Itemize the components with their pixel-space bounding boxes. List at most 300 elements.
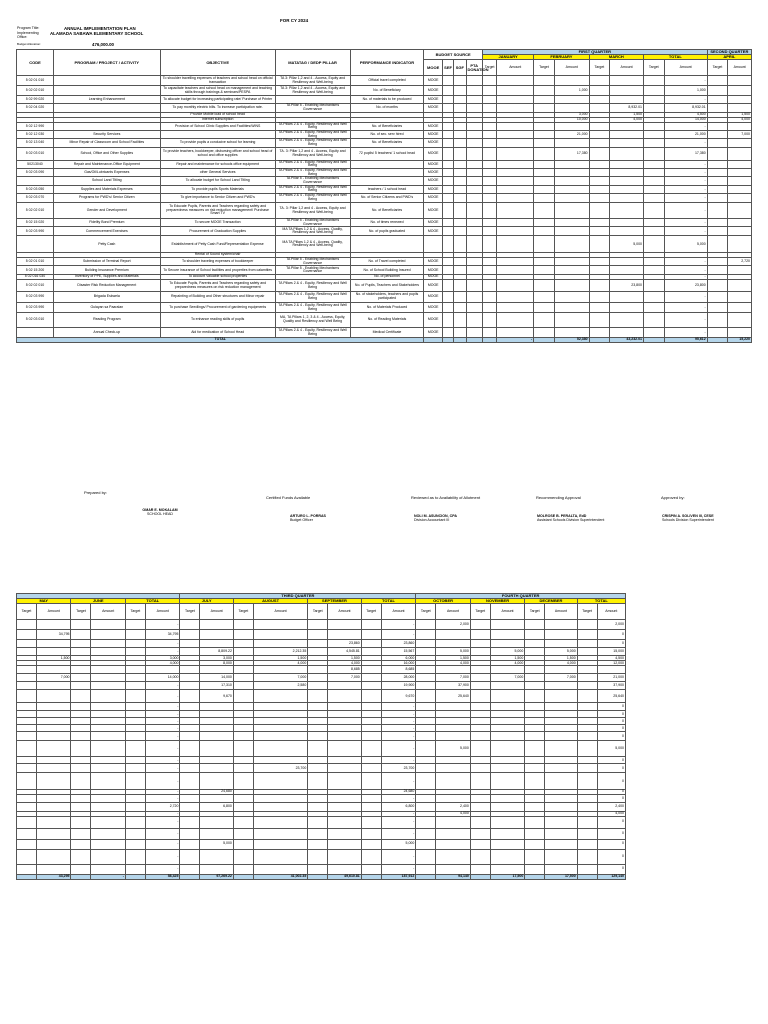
q2-target <box>125 648 145 656</box>
mar-target <box>589 203 610 219</box>
row-indicator: No. of sec. serv hired <box>350 131 424 139</box>
jul-target <box>180 690 200 703</box>
may-target <box>17 764 37 773</box>
jun-target <box>71 648 91 656</box>
may-amount <box>36 620 71 630</box>
q2-target <box>125 674 145 682</box>
row-indicator: Official travel completed <box>350 76 424 86</box>
table-row <box>17 86 752 96</box>
dec-amount <box>545 620 577 630</box>
table-row <box>17 96 752 104</box>
may-target <box>17 839 37 849</box>
jan-amount <box>497 96 534 104</box>
jul-amount <box>200 849 234 864</box>
nov-amount <box>490 795 525 803</box>
total-may: 43,295 <box>36 874 71 879</box>
th-amount: Amount <box>381 604 416 620</box>
oct-target <box>416 640 436 648</box>
apr-target <box>707 160 728 168</box>
row-pillar: TA Pillar 5 - Enabling Mechanisms Governance <box>275 219 350 227</box>
row-sef <box>442 122 453 130</box>
feb-amount <box>554 219 589 227</box>
row-program: Minor Repair of Classroom and School Facilities <box>53 139 160 147</box>
q2-amount: - <box>145 795 180 803</box>
prepared-by-label: Prepared by: <box>84 490 107 495</box>
feb-amount <box>554 160 589 168</box>
row-sgf <box>454 203 466 219</box>
q1-target <box>644 104 665 112</box>
apr-target <box>707 236 728 253</box>
jul-target <box>180 839 200 849</box>
table-row <box>17 640 626 648</box>
jul-target <box>180 620 200 630</box>
month-header: OCTOBER <box>416 599 470 604</box>
q2-target <box>125 741 145 757</box>
apr-target <box>707 96 728 104</box>
sep-target <box>308 741 328 757</box>
dec-target <box>525 630 545 640</box>
mar-amount <box>610 76 644 86</box>
q3-amount: 9,670 <box>381 690 416 703</box>
dec-amount <box>545 757 577 764</box>
dec-amount <box>545 828 577 839</box>
col-code: CODE <box>17 50 54 76</box>
th-target: Target <box>470 604 490 620</box>
q3-target <box>361 732 381 741</box>
oct-target <box>416 674 436 682</box>
mar-amount <box>610 266 644 275</box>
th-amount: Amount <box>554 60 589 76</box>
certified-label: Certified Funds Available <box>266 495 311 500</box>
table-row <box>17 177 752 185</box>
q3-amount: - <box>381 864 416 874</box>
sep-amount: 1,500 <box>328 656 362 661</box>
th-amount: Amount <box>91 604 126 620</box>
aug-amount <box>253 741 307 757</box>
jul-amount <box>200 640 234 648</box>
aug-target <box>233 690 253 703</box>
row-pta <box>466 203 482 219</box>
oct-target <box>416 839 436 849</box>
q2-amount: - <box>145 816 180 828</box>
sep-target <box>308 718 328 725</box>
month-header: JUNE <box>71 599 125 604</box>
jul-amount: 17,310 <box>200 682 234 690</box>
oct-target <box>416 648 436 656</box>
row-pillar: TA Pillars 2 & 4 - Equity, Resiliency and Well Being <box>275 169 350 177</box>
q2-target <box>125 725 145 732</box>
apr-amount <box>728 303 752 313</box>
implementing-office-label: Implementing Office: <box>17 31 39 39</box>
second-quarter-header: SECOND QUARTER <box>707 50 751 55</box>
row-sef <box>442 177 453 185</box>
q3-amount: - <box>381 732 416 741</box>
sep-amount: 4,000 <box>328 661 362 666</box>
nov-amount: 7,000 <box>490 674 525 682</box>
jun-target <box>71 849 91 864</box>
implementing-office: ALAMADA SABAWA ELEMENTARY SCHOOL <box>50 31 144 36</box>
row-sgf <box>454 292 466 303</box>
sep-amount <box>328 718 362 725</box>
dec-target <box>525 741 545 757</box>
aug-target <box>233 795 253 803</box>
row-program: Gender and Development <box>53 203 160 219</box>
q3-target <box>361 711 381 718</box>
table-row <box>17 131 752 139</box>
sep-amount <box>328 725 362 732</box>
row-program <box>53 76 160 86</box>
dec-amount <box>545 795 577 803</box>
oct-amount: 7,000 <box>436 674 471 682</box>
oct-amount <box>436 732 471 741</box>
q1-amount: - <box>664 219 707 227</box>
q2-target <box>125 764 145 773</box>
th-target: Target <box>482 60 496 76</box>
oct-amount: 4,000 <box>436 812 471 817</box>
q3-amount: 28,000 <box>381 674 416 682</box>
apr-target <box>707 86 728 96</box>
row-indicator: No. of Senior Citizens and PWD's <box>350 194 424 203</box>
mar-target <box>589 104 610 112</box>
jan-amount <box>497 292 534 303</box>
jul-target <box>180 803 200 812</box>
q3-target <box>361 703 381 711</box>
apr-amount <box>728 76 752 86</box>
signatory <box>537 515 604 523</box>
signatory-title: Division Accountant III <box>414 517 450 522</box>
row-pta <box>466 313 482 328</box>
q1-amount: - <box>664 160 707 168</box>
dec-target <box>525 620 545 630</box>
sep-amount <box>328 864 362 874</box>
row-pta <box>466 169 482 177</box>
sep-target <box>308 773 328 790</box>
row-sgf <box>454 303 466 313</box>
jul-amount <box>200 711 234 718</box>
oct-amount: 37,900 <box>436 682 471 690</box>
q2-amount <box>145 666 180 674</box>
q1-target <box>644 122 665 130</box>
nov-target <box>470 718 490 725</box>
row-pillar: TA Pillar 5 - Enabling Mechanisms Governance <box>275 258 350 266</box>
may-target <box>17 682 37 690</box>
total-blank <box>470 874 490 879</box>
feb-target <box>534 185 555 193</box>
q4-target <box>577 640 597 648</box>
row-objective: Repair and maintenance for schools office equipment <box>160 160 275 168</box>
aug-target <box>233 703 253 711</box>
q3-amount: - <box>381 725 416 732</box>
nov-target <box>470 666 490 674</box>
apr-amount <box>728 292 752 303</box>
table-row <box>17 203 752 219</box>
signatory-title: Budget Officer <box>290 517 313 522</box>
oct-amount: 5,000 <box>436 741 471 757</box>
mar-target <box>589 177 610 185</box>
jan-amount <box>497 86 534 96</box>
row-pillar: TA Pillar 5 - Enabling Mechanisms Governance <box>275 177 350 185</box>
table-row <box>17 839 626 849</box>
feb-target <box>534 292 555 303</box>
may-target <box>17 630 37 640</box>
row-sef <box>442 227 453 236</box>
q3-target <box>361 849 381 864</box>
total-blank <box>482 338 496 343</box>
mar-target <box>589 227 610 236</box>
apr-amount <box>728 266 752 275</box>
row-code: 5 02 15 200 <box>17 266 54 275</box>
row-sgf <box>454 131 466 139</box>
may-amount <box>36 795 71 803</box>
feb-target <box>534 177 555 185</box>
jun-target <box>71 620 91 630</box>
mar-target <box>589 292 610 303</box>
mar-target <box>589 185 610 193</box>
jun-amount <box>91 674 126 682</box>
row-sef <box>442 313 453 328</box>
q3-target <box>361 764 381 773</box>
total-blank <box>534 338 555 343</box>
apr-target <box>707 227 728 236</box>
row-sgf <box>454 280 466 292</box>
th-target: Target <box>577 604 597 620</box>
total-blank <box>466 338 482 343</box>
row-source: MOOE <box>424 96 442 104</box>
row-sef <box>442 139 453 147</box>
row-sgf <box>454 160 466 168</box>
aug-target <box>233 725 253 732</box>
jul-target <box>180 725 200 732</box>
sep-target <box>308 630 328 640</box>
dec-target <box>525 666 545 674</box>
mar-target <box>589 169 610 177</box>
row-indicator <box>350 160 424 168</box>
may-amount <box>36 849 71 864</box>
row-program <box>53 122 160 130</box>
feb-amount <box>554 96 589 104</box>
q1-amount: - <box>664 313 707 328</box>
q2-target <box>125 703 145 711</box>
feb-amount: 21,000 <box>554 131 589 139</box>
q4-target <box>577 703 597 711</box>
th-amount: Amount <box>200 604 234 620</box>
aug-target <box>233 630 253 640</box>
table-row <box>17 122 752 130</box>
q3-target <box>361 725 381 732</box>
q4-target <box>577 666 597 674</box>
q3-amount: - <box>381 620 416 630</box>
nov-amount <box>490 864 525 874</box>
q1-target <box>644 280 665 292</box>
row-objective: Internet subscription <box>160 117 275 122</box>
aug-amount <box>253 828 307 839</box>
nov-amount: 4,000 <box>490 661 525 666</box>
feb-target <box>534 313 555 328</box>
dec-target <box>525 718 545 725</box>
q2-amount: - <box>145 732 180 741</box>
th-amount: Amount <box>436 604 471 620</box>
table-row <box>17 674 626 682</box>
q1-amount: 5,000 <box>664 236 707 253</box>
mar-amount <box>610 219 644 227</box>
q2-amount: - <box>145 812 180 817</box>
jul-target <box>180 795 200 803</box>
q1-amount: - <box>664 96 707 104</box>
feb-amount: 10,000 <box>554 117 589 122</box>
jul-target <box>180 764 200 773</box>
jan-target <box>482 236 496 253</box>
row-indicator: No. of School Building Insured <box>350 266 424 275</box>
q1-target <box>644 227 665 236</box>
oct-amount <box>436 764 471 773</box>
jan-amount <box>497 219 534 227</box>
q1-amount: - <box>664 266 707 275</box>
row-code: 5 02 02 010 <box>17 86 54 96</box>
q2-amount: - <box>145 864 180 874</box>
feb-amount <box>554 104 589 112</box>
apr-target <box>707 185 728 193</box>
row-indicator: No. of Beneficiaries <box>350 139 424 147</box>
row-pillar: MA, TA Pillars 1, 2, 3 & 4 - Access, Equity, Quality and Resiliency and Well Being <box>275 313 350 328</box>
q1-amount: - <box>664 122 707 130</box>
oct-amount: 1,500 <box>436 656 471 661</box>
jan-amount <box>497 122 534 130</box>
q3-amount: - <box>381 630 416 640</box>
oct-target <box>416 816 436 828</box>
oct-amount <box>436 773 471 790</box>
jan-amount <box>497 303 534 313</box>
q3-target <box>361 839 381 849</box>
th-target: Target <box>361 604 381 620</box>
jun-target <box>71 839 91 849</box>
aug-target <box>233 839 253 849</box>
for-cy: FOR CY 2024 <box>280 18 309 23</box>
jun-amount <box>91 718 126 725</box>
row-program <box>53 104 160 112</box>
sep-amount <box>328 839 362 849</box>
sep-amount <box>328 816 362 828</box>
jun-target <box>71 725 91 732</box>
may-target <box>17 674 37 682</box>
apr-amount: 2,720 <box>728 258 752 266</box>
may-target <box>17 666 37 674</box>
row-sef <box>442 292 453 303</box>
apr-target <box>707 258 728 266</box>
q4-amount: 0 <box>597 839 625 849</box>
row-objective: Aid for medication of School Head <box>160 328 275 338</box>
dec-target <box>525 732 545 741</box>
total-blank <box>525 874 545 879</box>
month-header: TOTAL <box>577 599 625 604</box>
nov-amount <box>490 703 525 711</box>
row-sef <box>442 303 453 313</box>
row-code: 5 02 99 020 <box>17 96 54 104</box>
nov-amount: 1,500 <box>490 656 525 661</box>
q1-target <box>644 185 665 193</box>
oct-amount: 25,640 <box>436 690 471 703</box>
row-objective: To provide pupils Sports Materials <box>160 185 275 193</box>
sep-target <box>308 816 328 828</box>
row-code: 5 02 13 040 <box>17 139 54 147</box>
q3-amount: - <box>381 703 416 711</box>
mar-amount: 8,932.01 <box>610 104 644 112</box>
row-pta <box>466 258 482 266</box>
th-target: Target <box>308 604 328 620</box>
aug-target <box>233 741 253 757</box>
jan-amount <box>497 147 534 160</box>
row-program: Reading Program <box>53 313 160 328</box>
jan-target <box>482 313 496 328</box>
oct-target <box>416 630 436 640</box>
apr-amount <box>728 236 752 253</box>
jun-target <box>71 773 91 790</box>
sep-target <box>308 648 328 656</box>
jun-amount <box>91 864 126 874</box>
q3-amount: - <box>381 812 416 817</box>
row-indicator <box>350 236 424 253</box>
row-pillar: TA Pillars 2 & 4 - Equity, Resiliency and Well Being <box>275 194 350 203</box>
row-source: MOOE <box>424 258 442 266</box>
feb-amount <box>554 76 589 86</box>
jul-target <box>180 828 200 839</box>
jul-amount: 9,670 <box>200 690 234 703</box>
q4-target <box>577 674 597 682</box>
row-sef <box>442 203 453 219</box>
q4-target <box>577 849 597 864</box>
mar-amount <box>610 194 644 203</box>
apr-target <box>707 266 728 275</box>
row-sgf <box>454 177 466 185</box>
q2-target <box>125 718 145 725</box>
signatory <box>414 515 457 523</box>
row-code: 5 02 12 990 <box>17 122 54 130</box>
mar-target <box>589 280 610 292</box>
aug-amount <box>253 690 307 703</box>
may-amount <box>36 732 71 741</box>
row-pillar: TA Pillars 2 & 4 - Equity, Resiliency and Well Being <box>275 292 350 303</box>
jul-amount: 24,680 <box>200 790 234 795</box>
q4-amount <box>597 666 625 674</box>
oct-target <box>416 725 436 732</box>
row-sef <box>442 131 453 139</box>
row-pta <box>466 185 482 193</box>
feb-target <box>534 131 555 139</box>
mar-target <box>589 194 610 203</box>
row-program <box>53 86 160 96</box>
row-sgf <box>454 147 466 160</box>
feb-amount <box>554 185 589 193</box>
apr-target <box>707 131 728 139</box>
row-indicator: No. of pupils graduated <box>350 227 424 236</box>
q4-amount: 0 <box>597 640 625 648</box>
jun-amount <box>91 666 126 674</box>
row-objective: To capacitate teachers and school head on management and teaching skills through trainings & seminars/PESPA <box>160 86 275 96</box>
jan-target <box>482 177 496 185</box>
row-sef <box>442 328 453 338</box>
table-row <box>17 169 752 177</box>
oct-amount: 2,400 <box>436 803 471 812</box>
q3-amount: 23,700 <box>381 764 416 773</box>
q3-amount: - <box>381 718 416 725</box>
row-program: Gas/Oil/Lubricants Expenses <box>53 169 160 177</box>
jan-target <box>482 86 496 96</box>
oct-amount: 4,000 <box>436 661 471 666</box>
q2-amount: - <box>145 764 180 773</box>
sep-target <box>308 757 328 764</box>
mar-amount: 1,500 <box>610 112 644 117</box>
jun-amount <box>91 732 126 741</box>
may-target <box>17 828 37 839</box>
